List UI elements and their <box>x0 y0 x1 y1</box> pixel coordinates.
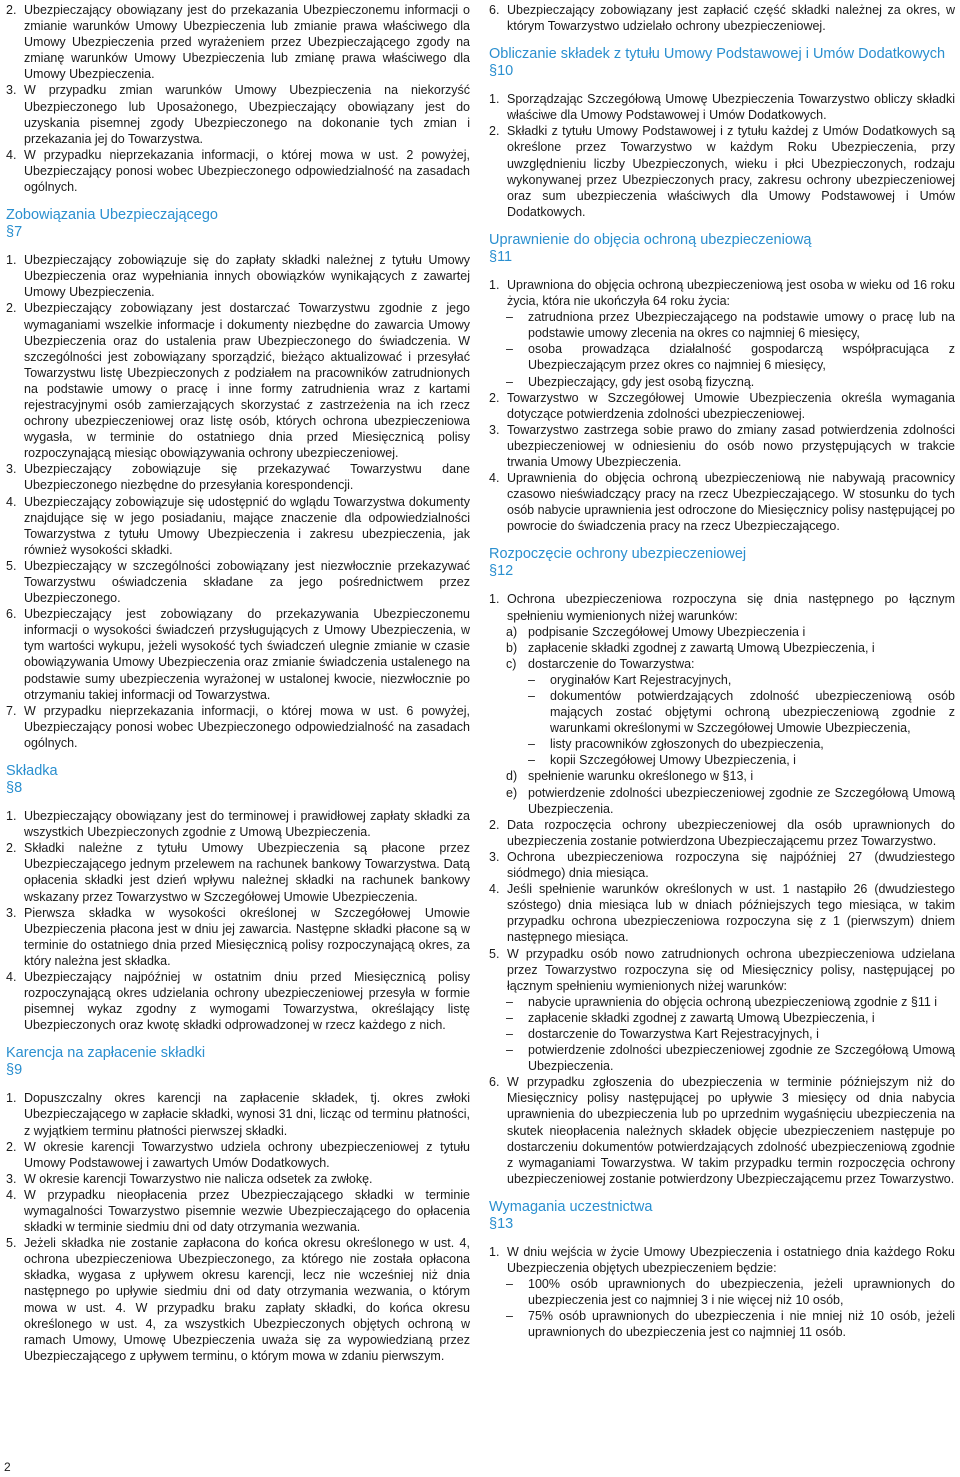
list-item: 5. W przypadku osób nowo zatrudnionych ochrona ubezpieczeniowa udzielana przez Towarzystwo rozpoczyna się od Miesięcznicy polisy, następującej po łącznym spełnieniu wymienionych niżej warunków: <box>489 946 955 993</box>
section-number: §7 <box>6 224 23 241</box>
list-item: 6. Ubezpieczający zobowiązany jest zapłacić część składki należnej za okres, w którym Towarzystwo udzielało ochrony ubezpieczeniowej. <box>489 3 955 34</box>
dash-item: – 75% osób uprawnionych do ubezpieczenia i nie mniej niż 10 osób, jeżeli uprawnionych do ubezpieczenia jest co najmniej 11 osób. <box>489 1308 955 1340</box>
letter-item: a) podpisanie Szczegółowej Umowy Ubezpieczenia i <box>506 624 806 639</box>
dash-item: – listy pracowników zgłoszonych do ubezpieczenia, <box>489 736 955 752</box>
list-item: 2. Ubezpieczający zobowiązany jest dostarczać Towarzystwu zgodnie z jego wymaganiami wszelkie informacje i dokumenty niezbędne do zawarcia Umowy Ubezpieczenia oraz do ustalenia praw Ubezpieczonego do świadczenia. W szczególności jest zobowiązany sporządzić, bieżąco aktualizować i przesyłać Towarzystwu listę Ubezpieczonych z podziałem na pracowników zatrudnionych na podstawie umowy o pracę i inne formy zatrudnienia wraz z kartami rejestracyjnymi osób zamierzających skorzystać z zastrzeżenia na ich rzecz ochrony ubezpieczeniowej oraz listę osób, których ochrona ubezpieczeniowa wygasła, w terminie do ostatniego dnia przed Miesięcznicą polisy rozpoczynającą miesiąc obowiązywania ochrony ubezpieczeniowej. <box>6 301 470 461</box>
letter-item: d) spełnienie warunku określonego w §13, i <box>506 769 754 784</box>
letter-item: c) dostarczenie do Towarzystwa: <box>506 656 695 671</box>
list-item: 3. Towarzystwo zastrzega sobie prawo do zmiany zasad potwierdzenia zdolności ubezpieczeniowej w odniesieniu do osób nowo przystępujących w trakcie trwania Umowy Ubezpieczenia. <box>489 422 955 469</box>
list-item: 2. Składki należne z tytułu Umowy Ubezpieczenia są płacone przez Ubezpieczającego jednym przelewem na rachunek bankowy Towarzystwa. Datą opłacenia składki jest dzień wpływu należnej składki na rachunek bankowy wskazany przez Towarzystwo w Szczegółowej Umowie Ubezpieczenia. <box>6 841 470 904</box>
dash-marker: – <box>506 1043 513 1058</box>
list-item: 1. Ochrona ubezpieczeniowa rozpoczyna się dnia następnego po łącznym spełnieniu wymienionych niżej warunków: <box>489 592 955 623</box>
section-title: Zobowiązania Ubezpieczającego <box>6 207 218 224</box>
dash-item: – oryginałów Kart Rejestracyjnych, <box>489 672 955 688</box>
list-item: 5. Ubezpieczający w szczególności zobowiązany jest niezwłocznie przekazywać Towarzystwu oświadczenia składane za jego pośrednictwem przez Ubezpieczonego. <box>6 558 470 606</box>
right-column <box>489 2 955 1340</box>
letter-item: e) potwierdzenie zdolności ubezpieczeniowej zgodnie ze Szczegółową Umową Ubezpieczenia. <box>506 785 955 816</box>
list-item: 1. Uprawniona do objęcia ochroną ubezpieczeniową jest osoba w wieku od 16 roku życia, która nie ukończyła 64 roku życia: <box>489 277 955 309</box>
list-item: 5. Jeżeli składka nie zostanie zapłacona do końca okresu określonego w ust. 4, ochrona ubezpieczeniowa Ubezpieczonego, za którego nie została opłacona składka, wygasa z upływem okresu karencji, lecz nie wcześniej niż dnia następnego po upływie siedmiu dni od daty otrzymania wezwania, o którym mowa w ust. 4. W przypadku braku zapłaty składki, do końca okresu określonego w ust. 4, za wszystkich Ubezpieczonych objętych ochroną w ramach Umowy, Umowę Ubezpieczenia uważa się za wypowiedzianą przez Ubezpieczającego z upływem terminu, o którym mowa w zdaniu pierwszym. <box>6 1236 470 1363</box>
dash-item: – osoba prowadząca działalność gospodarczą współpracująca z Ubezpieczającym przez okres co najmniej 6 miesięcy, <box>489 341 955 373</box>
list-item: 2. Data rozpoczęcia ochrony ubezpieczeniowej dla osób uprawnionych do ubezpieczenia zostanie potwierdzona Ubezpieczającemu przez Towarzystwo. <box>489 817 955 848</box>
dash-marker: – <box>506 1309 513 1324</box>
list-item: 3. W przypadku zmian warunków Umowy Ubezpieczenia na niekorzyść Ubezpieczonego lub Uposażonego, Ubezpieczający obowiązany jest do uzyskania pisemnej zgody Ubezpieczonego na dokonanie tych zmian i przekazania jej do Towarzystwa. <box>6 83 470 146</box>
dash-item: – potwierdzenie zdolności ubezpieczeniowej zgodnie ze Szczegółową Umową Ubezpieczenia. <box>489 1042 955 1074</box>
letter-item: b) zapłacenie składki zgodnej z zawartą Umową Ubezpieczenia, i <box>506 640 875 655</box>
dash-marker: – <box>506 1026 513 1041</box>
section-title: Karencja na zapłacenie składki <box>6 1045 206 1062</box>
list-item: 4. Uprawnienia do objęcia ochroną ubezpieczeniową nie nabywają pracownicy czasowo nieświadczący pracy na rzecz Ubezpieczającego. W stosunku do tych osób nabycie uprawnienia jest odroczone do Miesięcznicy polisy następującej po powrocie do świadczenia pracy na rzecz Ubezpieczającego. <box>489 471 955 534</box>
dash-item: – Ubezpieczający, gdy jest osobą fizyczną. <box>489 374 955 390</box>
dash-marker: – <box>506 1277 513 1292</box>
list-item: 3. Ubezpieczający zobowiązuje się przekazywać Towarzystwu dane Ubezpieczonego niezbędne do przesyłania korespondencji. <box>6 462 470 493</box>
section-title: Uprawnienie do objęcia ochroną ubezpieczeniową <box>489 231 812 248</box>
section-number: §9 <box>6 1062 23 1079</box>
section-number: §12 <box>489 563 514 580</box>
dash-item: – zapłacenie składki zgodnej z zawartą Umową Ubezpieczenia, i <box>489 1010 955 1026</box>
section-title: Rozpoczęcie ochrony ubezpieczeniowej <box>489 546 747 563</box>
section-title: Wymagania uczestnictwa <box>489 1198 653 1215</box>
list-item: 4. Ubezpieczający zobowiązuje się udostępnić do wglądu Towarzystwa dokumenty znajdujące się w jego posiadaniu, mające znaczenie dla odpowiedzialności Towarzystwa z tytułu Umowy Ubezpieczenia i zakresu ubezpieczenia, jak również wysokości składki. <box>6 494 470 557</box>
dash-item: – zatrudniona przez Ubezpieczającego na podstawie umowy o pracę lub na podstawie umowy zlecenia na okres co najmniej 6 miesięcy, <box>489 309 955 341</box>
list-item: 6. Ubezpieczający jest zobowiązany do przekazywania Ubezpieczonemu informacji o wysokości świadczeń przysługujących z Umowy Ubezpieczenia, w tym wartości wykupu, jeżeli wysokość tych świadczeń ulegnie zmianie w czasie obowiązywania Umowy Ubezpieczenia oraz zmianie świadczenia ustalenego na podstawie sumy ubezpieczenia wyrażonej w ustalonej kwocie, niezwłocznie po otrzymaniu takiej informacji od Towarzystwa. <box>6 607 470 702</box>
section-title: Składka <box>6 763 58 780</box>
dash-item: – 100% osób uprawnionych do ubezpieczenia, jeżeli uprawnionych do ubezpieczenia jest co najmniej 3 i nie więcej niż 10 osób, <box>489 1276 955 1308</box>
list-item: 4. W przypadku nieprzekazania informacji, o której mowa w ust. 2 powyżej, Ubezpieczający ponosi wobec Ubezpieczonego odpowiedzialność na zasadach ogólnych. <box>6 147 470 195</box>
dash-item: – nabycie uprawnienia do objęcia ochroną ubezpieczeniową zgodnie z §11 i <box>489 994 955 1010</box>
list-item: 3. Ochrona ubezpieczeniowa rozpoczyna się najpóźniej 27 (dwudziestego siódmego) dnia miesiąca. <box>489 849 955 881</box>
list-item: 2. W okresie karencji Towarzystwo udziela ochrony ubezpieczeniowej z tytułu Umowy Podstawowej i zawartych Umów Dodatkowych. <box>6 1139 470 1170</box>
list-item: 4. Ubezpieczający najpóźniej w ostatnim dniu przed Miesięcznicą polisy rozpoczynającą okres udzielania ochrony ubezpieczeniowej przesyła w formie pisemnej wykaz zgodny z wymogami Towarzystwa, określający listę Ubezpieczonych oraz kwotę składki odprowadzonej w rzecz każdego z nich. <box>6 969 470 1033</box>
section-number: §13 <box>489 1215 514 1232</box>
dash-item: – dostarczenie do Towarzystwa Kart Rejestracyjnych, i <box>489 1026 955 1042</box>
dash-item: – kopii Szczegółowej Umowy Ubezpieczenia, i <box>489 752 955 768</box>
list-item: 3. Pierwsza składka w wysokości określonej w Szczegółowej Umowie Ubezpieczenia płacona jest w dniu jej zawarcia. Następne składki płacone są w terminie do ostatniego dnia przed Miesięcznicą polisy rozpoczynającą okres, za który należna jest składka. <box>6 905 470 968</box>
dash-marker: – <box>506 1010 513 1025</box>
page-number: 2 <box>4 1459 11 1474</box>
list-item: 4. Jeśli spełnienie warunków określonych w ust. 1 nastąpiło 26 (dwudziestego szóstego) dnia miesiąca lub w dniach późniejszych tego miesiąca, w takim przypadku ochrona ubezpieczeniowa rozpoczyna się z 1 (pierwszym) dniem następnego miesiąca. <box>489 882 955 945</box>
sub-list <box>489 672 955 769</box>
list-item: 2. Składki z tytułu Umowy Podstawowej i z tytułu każdej z Umów Dodatkowych są określone przez Towarzystwo w każdym Roku Ubezpieczenia, przy uwzględnieniu liczby Ubezpieczonych, wieku i płci Ubezpieczonych, rodzaju wykonywanej przez Ubezpieczonych pracy, zakresu ochrony ubezpieczeniowej oraz sum ubezpieczenia właściwych dla Umowy Podstawowej i Umów Dodatkowych. <box>489 124 955 219</box>
dash-marker: – <box>528 737 535 752</box>
list-item: 7. W przypadku nieprzekazania informacji, o której mowa w ust. 6 powyżej, Ubezpieczający ponosi wobec Ubezpieczonego odpowiedzialność na zasadach ogólnych. <box>6 703 470 750</box>
list-item: 3. W okresie karencji Towarzystwo nie nalicza odsetek za zwłokę. <box>6 1171 373 1186</box>
list-item: 1. Ubezpieczający obowiązany jest do terminowej i prawidłowej zapłaty składki za wszystkich Ubezpieczonych zgodnie z Umową Ubezpieczenia. <box>6 809 470 840</box>
dash-marker: – <box>528 753 535 768</box>
section-number: §8 <box>6 780 23 797</box>
list-item: 1. Dopuszczalny okres karencji na zapłacenie składek, tj. okres zwłoki Ubezpieczającego w zapłacie składki, wynosi 31 dni, licząc od terminu płatności, z wyjątkiem terminu płatności pierwszej składki. <box>6 1091 470 1138</box>
dash-marker: – <box>506 310 513 325</box>
section-title: Obliczanie składek z tytułu Umowy Podstawowej i Umów Dodatkowych <box>489 46 946 63</box>
list-item: 4. W przypadku nieopłacenia przez Ubezpieczającego składki w terminie wymagalności Towarzystwo pisemnie wezwie Ubezpieczającego do opłacenia składki w terminie siedmiu dni od daty otrzymania wezwania. <box>6 1187 470 1235</box>
dash-marker: – <box>528 672 535 687</box>
list-item: 6. W przypadku zgłoszenia do ubezpieczenia w terminie późniejszym niż do Miesięcznicy polisy następującej po upływie 3 miesięcy od dnia nabycia uprawnienia do ubezpieczenia lub po uprzednim wygaśnięciu ubezpieczenia na skutek nieopłacenia należnych składek objęcie ubezpieczeniem następuje po dostarczeniu dokumentów potwierdzających zdolność ubezpieczeniową zgodnie z wymaganiami Towarzystwa. W takim przypadku termin rozpoczęcia ochrony ubezpieczeniowej zostanie potwierdzony Ubezpieczającemu przez Towarzystwo. <box>489 1075 955 1186</box>
list-item: 1. W dniu wejścia w życie Umowy Ubezpieczenia i ostatniego dnia każdego Roku Ubezpieczenia objętych ubezpieczeniem będzie: <box>489 1244 955 1275</box>
dash-marker: – <box>528 689 535 703</box>
list-item: 2. Ubezpieczający obowiązany jest do przekazania Ubezpieczonemu informacji o zmianie warunków Umowy Ubezpieczenia lub zmianie prawa właściwego dla Umowy Ubezpieczenia przed wyrażeniem przez Ubezpieczającego zgody na zmianę warunków Umowy Ubezpieczenia lub zmianę prawa właściwego dla Umowy Ubezpieczenia. <box>6 3 470 82</box>
list-item: 1. Ubezpieczający zobowiązuje się do zapłaty składki należnej z tytułu Umowy Ubezpieczenia oraz wypełniania innych obowiązków wynikających z zawartej Umowy Ubezpieczenia. <box>6 253 470 300</box>
list-item: 1. Sporządzając Szczegółową Umowę Ubezpieczenia Towarzystwo obliczy składki właściwe dla Umowy Podstawowej i Umów Dodatkowych. <box>489 92 955 123</box>
dash-item: – dokumentów potwierdzających zdolność ubezpieczeniową osób mających zostać objętymi ochroną ubezpieczeniową zgodnie z warunkami określonymi w Szczegółowej Umowie Ubezpieczenia, <box>489 688 955 736</box>
section-number: §11 <box>489 248 513 265</box>
dash-marker: – <box>506 374 513 389</box>
dash-marker: – <box>506 994 513 1009</box>
list-item: 2. Towarzystwo w Szczegółowej Umowie Ubezpieczenia określa wymagania dotyczące potwierdzenia zdolności ubezpieczeniowej. <box>489 390 955 421</box>
dash-marker: – <box>506 342 513 357</box>
section-number: §10 <box>489 63 514 80</box>
left-column <box>6 2 470 1364</box>
